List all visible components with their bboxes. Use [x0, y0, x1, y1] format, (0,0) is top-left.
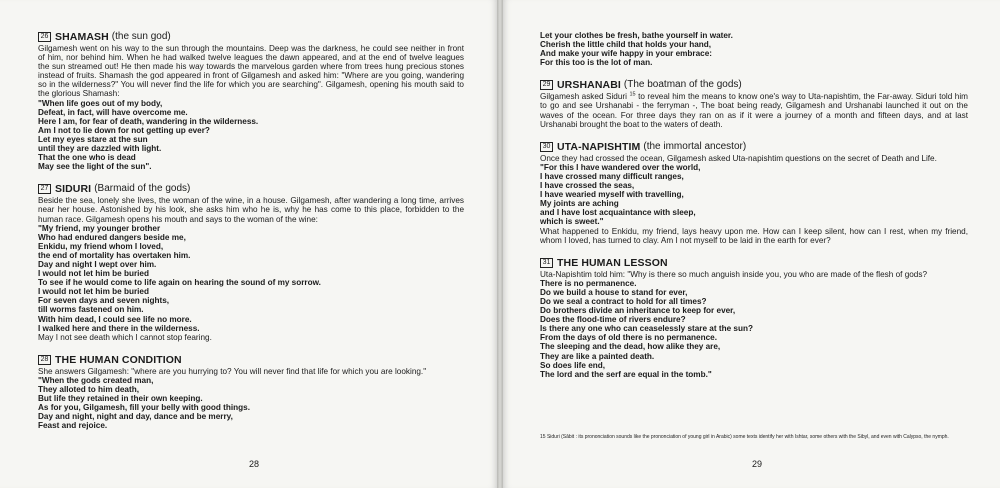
verse-line: They are like a painted death.	[540, 351, 655, 361]
page-number: 29	[752, 459, 763, 469]
section-siduri	[38, 183, 464, 342]
verse-line: Do we build a house to stand for ever,	[540, 287, 688, 297]
verse-line: I have crossed the seas,	[540, 181, 635, 191]
left-page	[0, 0, 497, 488]
verse-line: For this too is the lot of man.	[540, 58, 653, 68]
verse-line: the end of mortality has overtaken him.	[38, 250, 191, 260]
section-prose: Beside the sea, lonely she lives, the woman of the wine, in a house. Gilgamesh, after wandering a long time, arrives near her house. Astonished by his look, she asks him who he is, why he has come to this place, forbidden to the human race. Gilgamesh opens his mouth and says to the woman of the wine:	[38, 196, 464, 224]
verse-line: My joints are aching	[540, 199, 619, 209]
section-human-lesson	[540, 257, 968, 379]
section-number: 28	[38, 355, 51, 365]
section-heading	[38, 354, 464, 366]
verse-line: "When the gods created man,	[38, 375, 154, 385]
section-subtitle: (The boatman of the gods)	[623, 79, 742, 91]
verse-line: That the one who is dead	[38, 153, 136, 163]
verse-line: I would not let him be buried	[38, 287, 149, 297]
footnote: 15 Siduri (Sâbit : its prononciation sounds like the prononciation of young girl in Arabic) some texts identify her with Ishtar, some others with the Sibyl, and even with Calypso, the nymph.	[540, 434, 949, 440]
right-column	[540, 0, 968, 379]
left-column	[38, 0, 464, 430]
verse-line: and I have lost acquaintance with sleep,	[540, 208, 696, 218]
verse-line: The sleeping and the dead, how alike they are,	[540, 342, 721, 352]
section-subtitle: (Barmaid of the gods)	[94, 183, 191, 195]
verse-line: To see if he would come to life again on hearing the sound of my sorrow.	[38, 278, 321, 288]
section-number: 31	[540, 258, 553, 268]
verse-line: They alloted to him death,	[38, 385, 139, 394]
verse-block	[38, 224, 464, 333]
verse-line: Do we seal a contract to hold for all times?	[540, 296, 707, 306]
section-prose: She answers Gilgamesh: "where are you hurrying to? You will never find that life for which you are looking."	[38, 366, 427, 376]
section-title: SIDURI	[55, 183, 92, 196]
verse-line: Day and night, night and day, dance and be merry,	[38, 412, 233, 422]
section-closing: May I not see death which I cannot stop fearing.	[38, 332, 212, 342]
verse-block	[38, 99, 464, 172]
verse-line: Feast and rejoice.	[38, 421, 108, 431]
verse-line: Enkidu, my friend whom I loved,	[38, 241, 164, 251]
section-title: URSHANABI	[557, 79, 621, 92]
section-title: SHAMASH	[55, 31, 109, 43]
section-prose: Uta-Napishtim told him: "Why is there so much anguish inside you, you who are made of the flesh of gods?	[540, 269, 928, 279]
section-number: 30	[540, 142, 553, 152]
verse-line: There is no permanence.	[540, 278, 637, 288]
verse-line: I have crossed many difficult ranges,	[540, 171, 684, 181]
section-prose	[540, 92, 968, 128]
section-title: THE HUMAN LESSON	[557, 256, 668, 269]
section-uta-napishtim	[540, 141, 968, 245]
opening-verse	[540, 31, 968, 67]
verse-line: Am I not to lie down for not getting up ever?	[38, 125, 210, 135]
verse-line: May see the light of the sun".	[38, 162, 152, 172]
verse-block	[540, 279, 968, 379]
section-human-condition	[38, 354, 464, 431]
section-prose: Gilgamesh went on his way to the sun through the mountains. Deep was the darkness, he could see neither in front of him, nor behind him. When he had walked twelve leagues the dawn appeared, and at the end of twelve leagues the sun streamed out! He then made his way towards the marvelous garden where from trees hung precious stones instead of fruits. Shamash the god appeared in front of Gilgamesh and asked him: "Where are you going, wandering so in the wilderness?" You will never find the life for which you are searching". Gilgamesh, opening his mouth said to the glorious Shamash:	[38, 44, 464, 99]
right-page	[503, 0, 1000, 488]
verse-line: Let your clothes be fresh, bathe yourself in water.	[540, 31, 733, 40]
verse-line: Let my eyes stare at the sun	[38, 134, 148, 144]
verse-line: As for you, Gilgamesh, fill your belly with good things.	[38, 403, 250, 413]
section-heading	[540, 257, 968, 269]
section-number: 26	[38, 32, 51, 42]
prose-part: to reveal him the means to know one's way to Uta-napishtim, the Far-away. Siduri told him to go and see Urshanabi - the ferryman -, The boat being ready, Gilgamesh and Urshanabi launched it out on the waves of the ocean. For three days they ran on as if it were a journey of a month and fifteen days, and at last Urshanabi brought the boat to the waters of death.	[540, 92, 968, 129]
verse-line: which is sweet."	[540, 217, 604, 227]
verse-line: But life they retained in their own keeping.	[38, 394, 203, 404]
verse-line: With him dead, I could see life no more.	[38, 314, 192, 324]
verse-line: I would not let him be buried	[38, 269, 149, 279]
section-heading	[38, 183, 464, 195]
verse-line: Does the flood-time of rivers endure?	[540, 315, 686, 325]
prose-part: Gilgamesh asked Siduri	[540, 92, 630, 102]
verse-line: "My friend, my younger brother	[38, 223, 161, 233]
verse-line: Who had endured dangers beside me,	[38, 232, 186, 242]
verse-line: Cherish the little child that holds your hand,	[540, 40, 712, 50]
section-heading	[38, 31, 464, 43]
verse-line: The lord and the serf are equal in the tomb."	[540, 369, 712, 379]
verse-line: until they are dazzled with light.	[38, 144, 162, 154]
verse-block	[540, 163, 968, 227]
verse-line: For seven days and seven nights,	[38, 296, 170, 306]
section-prose: Once they had crossed the ocean, Gilgamesh asked Uta-napishtim questions on the secret of Death and Life.	[540, 153, 937, 163]
section-subtitle: (the sun god)	[111, 31, 171, 42]
section-shamash	[38, 31, 464, 171]
section-number: 27	[38, 184, 51, 194]
verse-line: Do brothers divide an inheritance to keep for ever,	[540, 306, 736, 316]
section-title: THE HUMAN CONDITION	[55, 353, 182, 366]
verse-line: "For this I have wandered over the world,	[540, 162, 701, 172]
footnote-reference: 15	[629, 91, 636, 98]
verse-line: Defeat, in fact, will have overcome me.	[38, 107, 188, 117]
section-urshanabi	[540, 79, 968, 128]
section-title: UTA-NAPISHTIM	[557, 140, 641, 153]
verse-line: Is there any one who can ceaselessly stare at the sun?	[540, 324, 753, 334]
section-number: 29	[540, 80, 553, 90]
verse-line: From the days of old there is no permanence.	[540, 333, 717, 343]
verse-line: And make your wife happy in your embrace:	[540, 49, 712, 59]
page-number: 28	[249, 459, 260, 469]
verse-line: I walked here and there in the wilderness.	[38, 323, 200, 333]
verse-line: "When life goes out of my body,	[38, 98, 163, 108]
section-heading	[540, 79, 968, 91]
section-heading	[540, 141, 968, 153]
verse-line: Here I am, for fear of death, wandering in the wilderness.	[38, 116, 259, 126]
verse-block	[38, 376, 464, 431]
section-subtitle: (the immortal ancestor)	[643, 140, 747, 152]
section-closing: What happened to Enkidu, my friend, lays heavy upon me. How can I keep silent, how can I rest, when my friend, whom I loved, has turned to clay. Am I not myself to be laid in the earth for ever?	[540, 226, 968, 245]
verse-line: I have wearied myself with travelling,	[540, 190, 684, 200]
verse-line: Day and night I wept over him.	[38, 259, 157, 269]
verse-line: till worms fastened on him.	[38, 305, 144, 315]
verse-line: So does life end,	[540, 360, 606, 370]
